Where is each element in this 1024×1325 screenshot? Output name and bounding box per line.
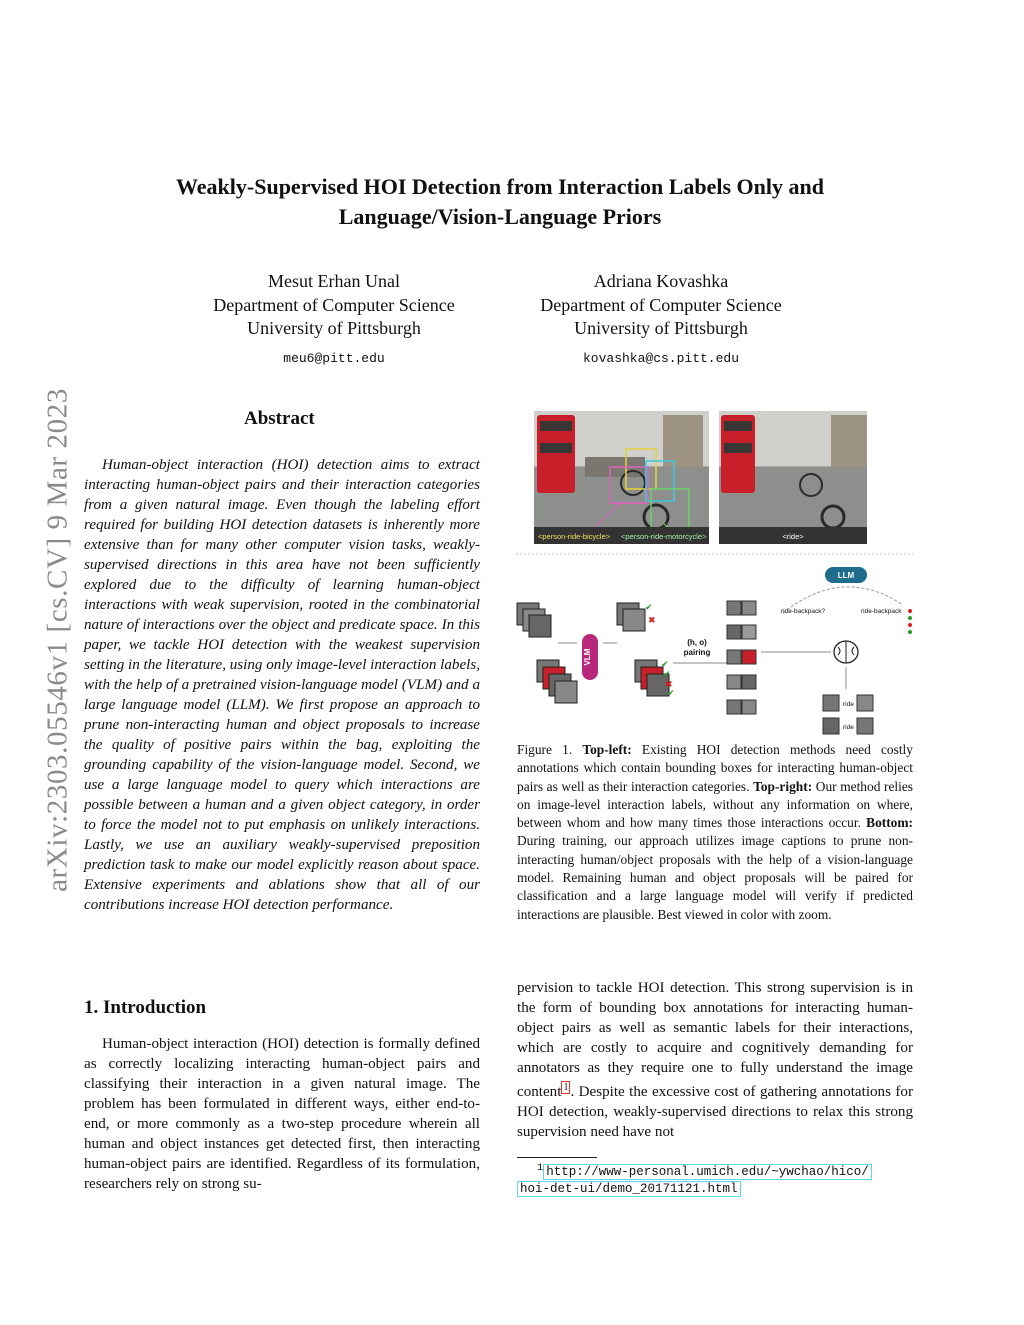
caption-bottom-label: Bottom: xyxy=(866,815,913,831)
ride-label-1: ride xyxy=(843,701,854,708)
caption-bottom-text: During training, our approach utilizes image captions to prune non-interacting human/object proposals with the help of a vision-language model. Remaining human and object proposals will be paired for classification and a large language model will verify if predicted interactions are plausible. Best viewed in color with zoom. xyxy=(517,833,913,922)
cross-icon: ✖ xyxy=(648,615,656,625)
query-label-2: ride-backpack xyxy=(861,608,902,615)
author-block-2 xyxy=(491,270,831,370)
footnote-rule xyxy=(517,1157,597,1158)
brain-icon xyxy=(834,641,858,663)
paper-title xyxy=(0,172,1000,232)
caption-top-left-label: Top-left: xyxy=(582,742,632,757)
label-person-ride-bicycle: <person-ride-bicycle> xyxy=(538,532,611,541)
author-block-1 xyxy=(164,270,504,370)
author-email[interactable]: meu6@pitt.edu xyxy=(283,350,385,366)
footnote-ref[interactable]: 1 xyxy=(563,1082,569,1093)
footnote-link-line-2[interactable]: hoi-det-ui/demo_20171121.html xyxy=(517,1181,741,1197)
crop-stack-input xyxy=(517,603,577,703)
check-icon: ✔ xyxy=(645,602,653,612)
pairing-label-1: (h, o) xyxy=(687,638,707,647)
abstract-paragraph: Human-object interaction (HOI) detection aims to extract interacting human-object pairs and their interaction categories from a given natural image. Even though the labeling effort required for building HOI detection datasets is inherently more extensive than for many other computer vision tasks, weakly-supervised directions in this area have not been sufficiently explored due to the difficulty of learning human-object interactions with weak supervision, rooted in the combinatorial nature of interactions over the object and predicate space. In this paper, we tackle HOI detection with the weakest supervision setting in the literature, using only image-level interaction labels, with the help of a pretrained vision-language model (VLM) and a large language model (LLM). We first propose an approach to prune non-interacting human and object proposals to increase the quality of positive pairs within the bag, exploiting the grounding capability of the vision-language model. Second, we use a large language model to query which interactions are possible between a human and a given object category, in order to force the model not to put emphasis on unlikely interactions. Lastly, we use an auxiliary weakly-supervised preposition prediction task to make our model explicitly reason about space. Extensive experiments and ablations show that all of our contributions increase HOI detection performance. xyxy=(84,457,480,913)
title-line-2: Language/Vision-Language Priors xyxy=(338,204,662,229)
label-person-ride-motorcycle: <person-ride-motorcycle> xyxy=(621,532,707,541)
intro-text-a: pervision to tackle HOI detection. This strong supervision is in the form of bounding box annotations for interacting human-object pairs as well as semantic labels for their interactions, which are costly to acquire and cognitively demanding for annotators as they require one to fully understand the image content xyxy=(517,980,913,1101)
intro-paragraph: Human-object interaction (HOI) detection is formally defined as correctly localizing interacting human-object pairs and classifying their interaction in a given natural image. The problem has been formulated in different ways, either end-to-end, or more commonly as a two-step procedure wherein all human and object instances get detected first, then interacting human-object pairs are identified. Regardless of its formulation, researchers rely on strong su- xyxy=(84,1036,480,1192)
svg-text:✔: ✔ xyxy=(661,659,669,669)
caption-top-right-text: Our method relies on image-level interaction labels, without any information on where, between whom and how many times those interactions occur. xyxy=(517,778,913,831)
footnote-link-line-1[interactable]: http://www-personal.umich.edu/~ywchao/hico/ xyxy=(543,1164,872,1180)
author-univ: University of Pittsburgh xyxy=(574,318,748,338)
author-dept: Department of Computer Science xyxy=(540,294,782,315)
figure-1-graphic xyxy=(513,405,917,741)
author-name: Adriana Kovashka xyxy=(593,271,729,291)
pairing-label-2: pairing xyxy=(683,648,711,657)
crop-stack-filtered xyxy=(617,602,675,698)
svg-text:✖: ✖ xyxy=(665,679,673,689)
photo-image-level xyxy=(719,411,867,544)
author-dept: Department of Computer Science xyxy=(213,294,455,315)
llm-label: LLM xyxy=(837,571,855,580)
abstract-heading: Abstract xyxy=(244,408,315,429)
caption-top-left-text: Existing HOI detection methods need costly annotations which contain bounding boxes for interacting human-object pairs as well as their interaction categories. xyxy=(517,742,913,794)
arxiv-stamp: arXiv:2303.05546v1 [cs.CV] 9 Mar 2023 xyxy=(41,388,74,892)
label-ride: <ride> xyxy=(782,532,804,541)
intro-paragraph-continued xyxy=(517,978,913,1142)
pair-grid xyxy=(727,601,756,714)
intro-left-column xyxy=(84,1034,480,1194)
intro-right-column xyxy=(517,978,913,1142)
figure-caption xyxy=(517,741,913,924)
query-label-1: ride-backpack? xyxy=(781,608,826,615)
ride-label-2: ride xyxy=(843,724,854,731)
caption-label: Figure 1. xyxy=(517,742,573,757)
svg-text:✔: ✔ xyxy=(663,669,671,679)
author-email[interactable]: kovashka@cs.pitt.edu xyxy=(582,350,740,366)
photo-annotated xyxy=(534,411,709,544)
intro-text-b: . Despite the excessive cost of gathering annotations for HOI detection, weakly-supervised directions to relax this strong supervision need have not xyxy=(517,1084,913,1141)
footnote xyxy=(517,1160,917,1198)
caption-top-right-label: Top-right: xyxy=(753,778,813,794)
vlm-label: VLM xyxy=(583,648,592,666)
author-univ: University of Pittsburgh xyxy=(247,318,421,338)
author-name: Mesut Erhan Unal xyxy=(268,271,400,291)
abstract-text xyxy=(84,455,480,915)
title-line-1: Weakly-Supervised HOI Detection from Interaction Labels Only and xyxy=(176,174,824,199)
svg-text:✔: ✔ xyxy=(667,688,675,698)
footnote-mark: 1 xyxy=(537,1162,544,1174)
intro-heading: 1. Introduction xyxy=(84,997,207,1018)
